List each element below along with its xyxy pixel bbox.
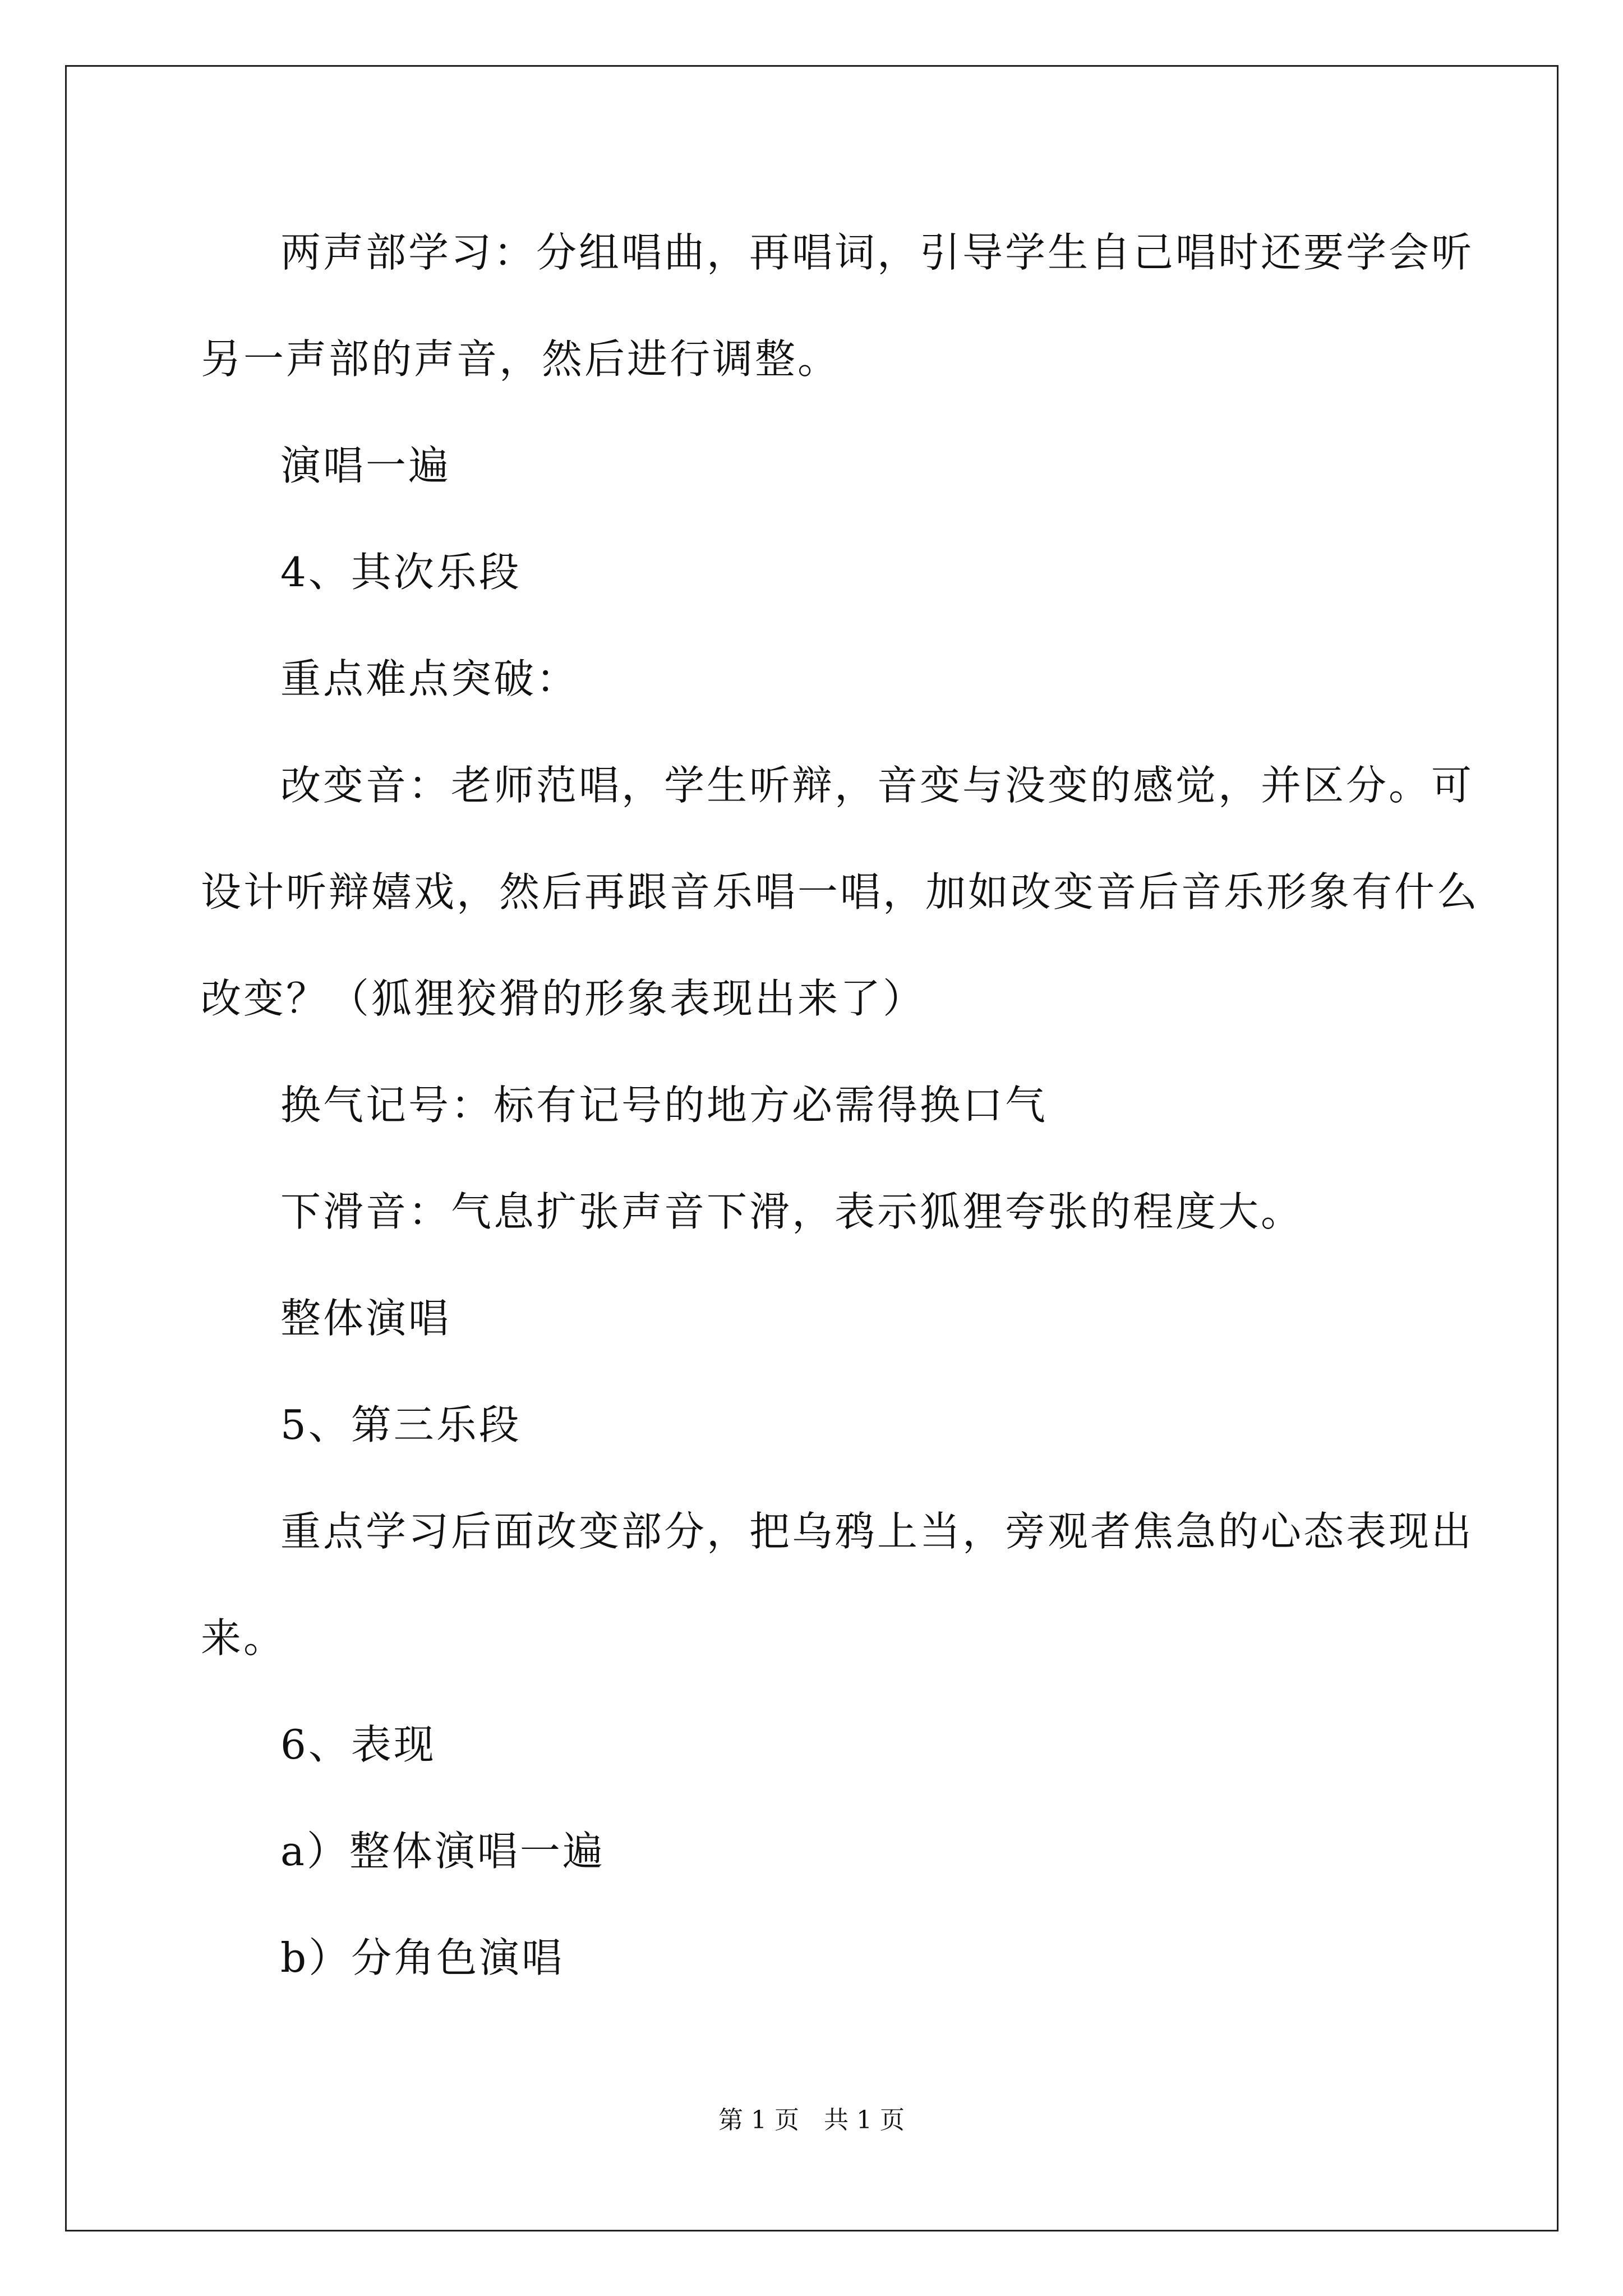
paragraph-line: 5、第三乐段 <box>280 1401 522 1448</box>
paragraph-line: 6、表现 <box>280 1721 436 1768</box>
paragraph-line: 设计听辩嬉戏，然后再跟音乐唱一唱，加如改变音后音乐形象有什么 <box>201 868 1480 915</box>
paragraph-line: 来。 <box>201 1614 287 1662</box>
paragraph-line: 两声部学习：分组唱曲，再唱词，引导学生自己唱时还要学会听 <box>280 229 1474 276</box>
paragraph-line: b）分角色演唱 <box>280 1934 565 1981</box>
paragraph-line: 下滑音：气息扩张声音下滑，表示狐狸夸张的程度大。 <box>280 1188 1304 1235</box>
paragraph-line: 4、其次乐段 <box>280 549 522 596</box>
paragraph-line: 换气记号：标有记号的地方必需得换口气 <box>280 1082 1048 1129</box>
paragraph-line: a）整体演唱一遍 <box>280 1828 605 1875</box>
paragraph-line: 改变音：老师范唱，学生听辩，音变与没变的感觉，并区分。可 <box>280 762 1474 809</box>
paragraph-line: 改变？（狐狸狡猾的形象表现出来了） <box>201 975 926 1022</box>
paragraph-line: 整体演唱 <box>280 1295 451 1342</box>
paragraph-line: 重点学习后面改变部分，把乌鸦上当，旁观者焦急的心态表现出 <box>280 1508 1474 1555</box>
page-number-footer: 第 1 页 共 1 页 <box>718 2106 905 2134</box>
paragraph-line: 另一声部的声音，然后进行调整。 <box>201 335 841 383</box>
page-border <box>65 65 1559 2231</box>
paragraph-line: 演唱一遍 <box>280 442 451 489</box>
paragraph-line: 重点难点突破： <box>280 655 579 702</box>
